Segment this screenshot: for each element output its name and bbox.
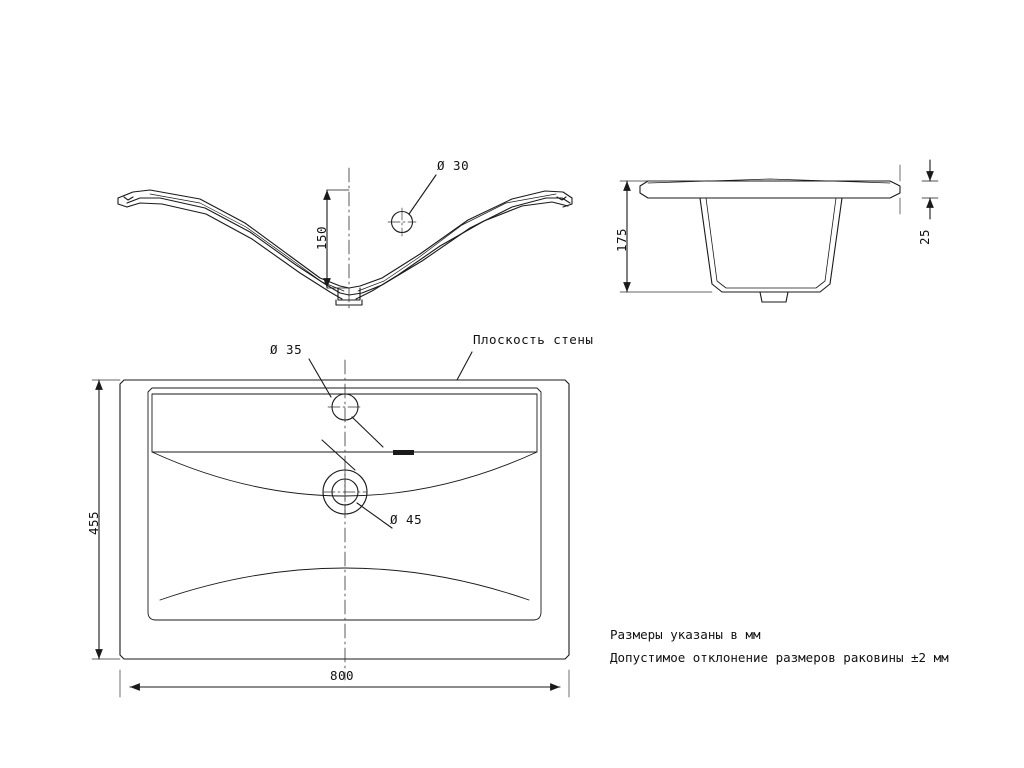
plan-hole-45 [322,440,392,528]
label-rim-25: 25 [917,228,932,245]
side-section-outline [640,179,900,302]
plan-dim-ext-lines [92,380,569,697]
front-section-hole-30 [388,175,436,236]
side-section-dim-lines [620,165,930,292]
label-dia-35: Ø 35 [270,342,303,357]
label-wall-plane: Плоскость стены [473,332,594,347]
dim-25 [922,160,938,219]
label-width-800: 800 [330,668,355,683]
note-units: Размеры указаны в мм [610,627,761,642]
label-height-175: 175 [614,227,629,252]
plan-hole-35 [309,359,383,447]
label-height-150: 150 [314,225,329,250]
note-tolerance: Допустимое отклонение размеров раковины ±2 мм [610,650,949,665]
label-dia-30: Ø 30 [437,158,470,173]
label-dia-45: Ø 45 [390,512,423,527]
plan-view-outline [120,380,569,659]
wall-plane-leader [457,352,472,380]
label-depth-455: 455 [86,510,101,535]
dim-150 [327,190,349,288]
